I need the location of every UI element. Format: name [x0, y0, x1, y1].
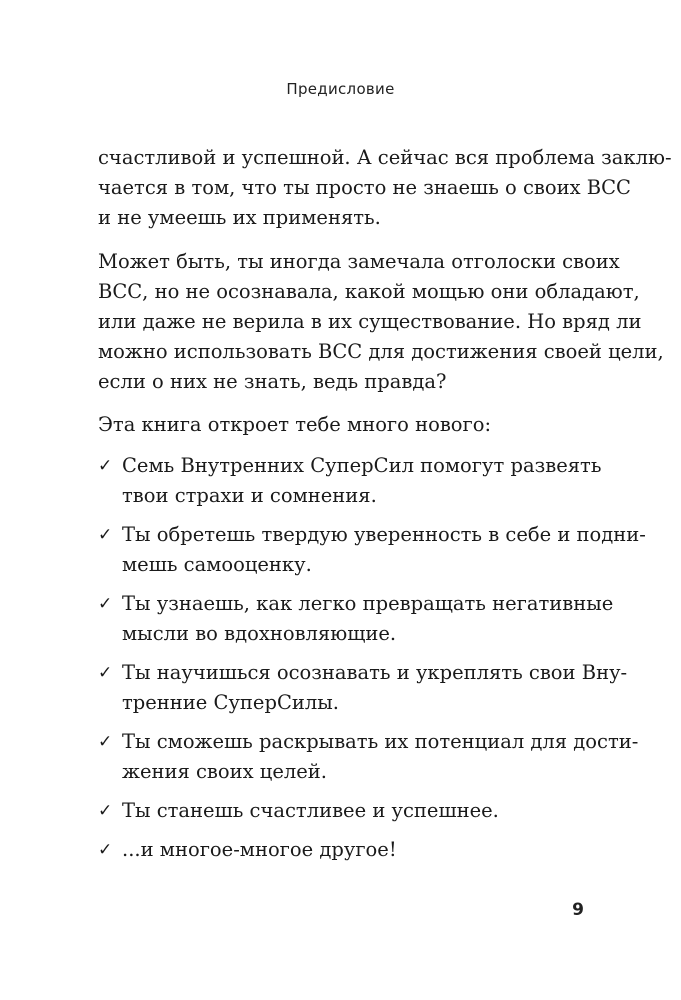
paragraph-3 — [98, 410, 584, 440]
text-line: жения своих целей. — [122, 760, 328, 783]
text-line: Ты узнаешь, как легко превращать негативные — [122, 592, 614, 615]
text-line: и не умеешь их применять. — [98, 206, 381, 229]
checkmark-icon: ✓ — [98, 456, 113, 476]
checklist-item — [98, 520, 646, 580]
checklist-item — [98, 589, 614, 649]
benefits-checklist — [98, 451, 646, 874]
text-line: если о них не знать, ведь правда? — [98, 370, 447, 393]
text-line: Эта книга откроет тебе много нового: — [98, 413, 492, 436]
checkmark-icon: ✓ — [98, 594, 113, 614]
checkmark-icon: ✓ — [98, 525, 113, 545]
checkmark-icon: ✓ — [98, 840, 113, 860]
running-header: Предисловие — [286, 80, 395, 98]
text-line: или даже не верила в их существование. Но вряд ли — [98, 310, 642, 333]
text-line: ВСС, но не осознавала, какой мощью они обладают, — [98, 280, 640, 303]
text-line: Ты научишься осознавать и укреплять свои Вну- — [122, 661, 628, 684]
text-line: Ты станешь счастливее и успешнее. — [122, 799, 499, 822]
text-line: твои страхи и сомнения. — [122, 484, 377, 507]
text-line: мешь самооценку. — [122, 553, 312, 576]
paragraph-2 — [98, 247, 664, 397]
text-line: ...и многое-многое другое! — [122, 838, 397, 861]
checkmark-icon: ✓ — [98, 732, 113, 752]
page-number: 9 — [572, 900, 584, 920]
checklist-item — [98, 835, 584, 865]
text-line: Ты сможешь раскрывать их потенциал для дости- — [122, 730, 639, 753]
text-line: можно использовать ВСС для достижения своей цели, — [98, 340, 664, 363]
text-line: Ты обретешь твердую уверенность в себе и подни- — [122, 523, 646, 546]
checklist-item — [98, 727, 639, 787]
text-line: чается в том, что ты просто не знаешь о своих ВСС — [98, 176, 631, 199]
checkmark-icon: ✓ — [98, 663, 113, 683]
checklist-item — [98, 796, 584, 826]
checklist-item — [98, 451, 602, 511]
text-line: счастливой и успешной. А сейчас вся проблема заклю- — [98, 146, 672, 169]
checkmark-icon: ✓ — [98, 801, 113, 821]
text-line: Может быть, ты иногда замечала отголоски своих — [98, 250, 620, 273]
paragraph-1 — [98, 143, 672, 233]
text-line: Семь Внутренних СуперСил помогут развеять — [122, 454, 602, 477]
checklist-item — [98, 658, 628, 718]
text-line: тренние СуперСилы. — [122, 691, 339, 714]
text-line: мысли во вдохновляющие. — [122, 622, 397, 645]
